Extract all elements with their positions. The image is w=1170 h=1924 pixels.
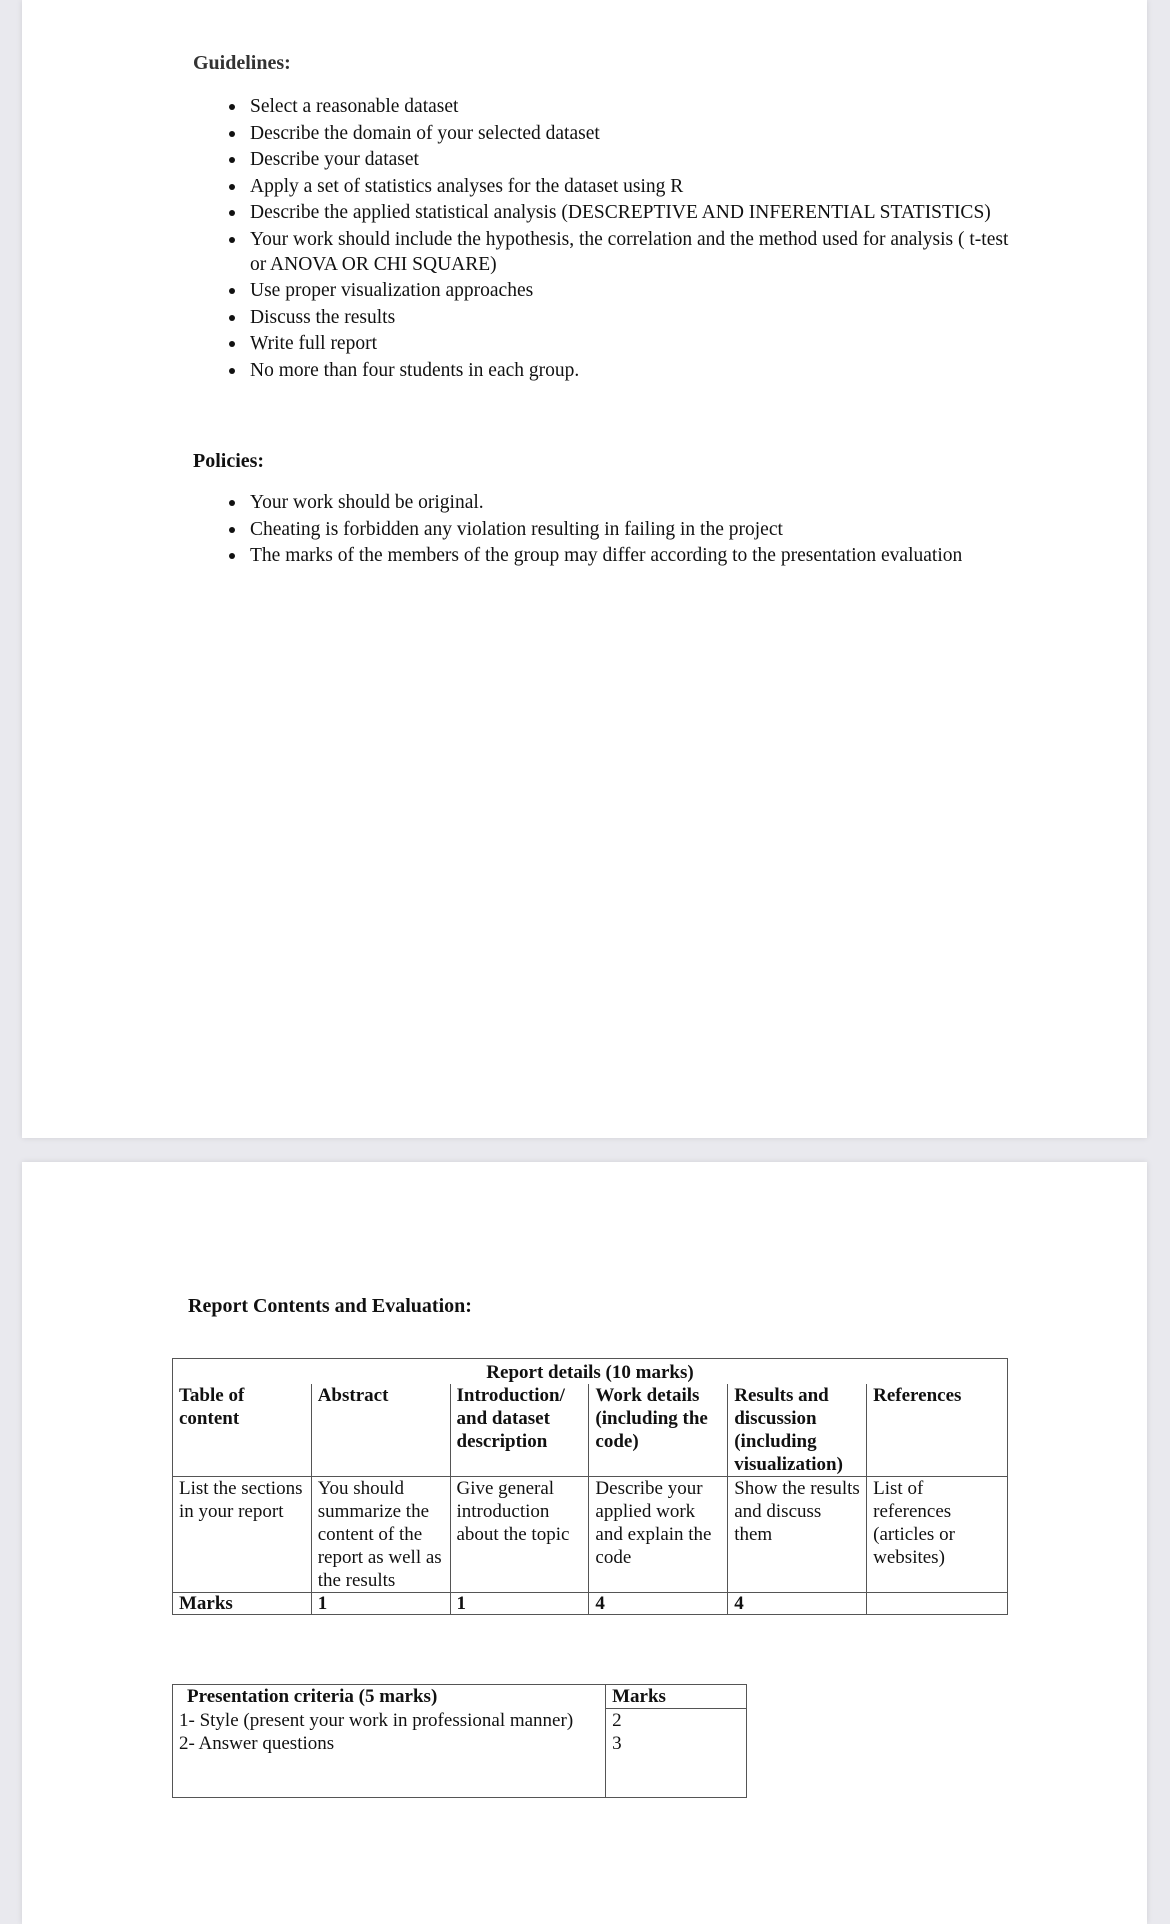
marks-header: Marks xyxy=(606,1685,747,1709)
list-item: The marks of the members of the group may differ according to the presentation evaluation xyxy=(250,543,1010,568)
marks-label: Marks xyxy=(173,1593,312,1615)
bullet-icon xyxy=(229,210,235,216)
report-details-table xyxy=(172,1358,1008,1615)
bullet-icon xyxy=(229,131,235,137)
criteria-style: 1- Style (present your work in professional manner) xyxy=(179,1709,574,1731)
column-header: References xyxy=(867,1384,1008,1477)
list-item: No more than four students in each group. xyxy=(250,358,1010,383)
column-header: Table of content xyxy=(173,1384,312,1477)
list-item: Use proper visualization approaches xyxy=(250,278,1010,303)
list-item: Discuss the results xyxy=(250,305,1010,330)
table-title-row xyxy=(173,1359,1008,1385)
bullet-icon xyxy=(229,288,235,294)
table-row xyxy=(173,1709,747,1798)
criteria-cell xyxy=(173,1709,606,1798)
marks-cell: 4 xyxy=(728,1593,867,1615)
presentation-criteria-table xyxy=(172,1684,747,1798)
report-heading: Report Contents and Evaluation: xyxy=(188,1295,472,1317)
table-title: Report details (10 marks) xyxy=(173,1359,1008,1385)
list-item: Describe the domain of your selected dataset xyxy=(250,121,1010,146)
list-item: Cheating is forbidden any violation resulting in failing in the project xyxy=(250,517,1010,542)
column-header: Introduction/ and dataset description xyxy=(450,1384,589,1477)
bullet-icon xyxy=(229,527,235,533)
marks-cell: 1 xyxy=(450,1593,589,1615)
policies-list xyxy=(250,490,1010,570)
mark-value: 3 xyxy=(612,1733,622,1754)
bullet-icon xyxy=(229,315,235,321)
guidelines-list xyxy=(250,94,1010,384)
marks-cell xyxy=(606,1709,747,1798)
document-page-2 xyxy=(22,1162,1147,1924)
table-cell: List of references (articles or websites) xyxy=(867,1477,1008,1593)
marks-cell: 1 xyxy=(311,1593,450,1615)
presentation-title: Presentation criteria (5 marks) xyxy=(173,1685,606,1709)
marks-cell xyxy=(867,1593,1008,1615)
table-cell: You should summarize the content of the report as well as the results xyxy=(311,1477,450,1593)
table-header-row xyxy=(173,1685,747,1709)
bullet-icon xyxy=(229,368,235,374)
list-item: Describe the applied statistical analysis (DESCREPTIVE AND INFERENTIAL STATISTICS) xyxy=(250,200,1010,225)
criteria-questions: 2- Answer questions xyxy=(179,1732,335,1754)
mark-value: 2 xyxy=(612,1710,622,1731)
column-header: Work details (including the code) xyxy=(589,1384,728,1477)
bullet-icon xyxy=(229,341,235,347)
table-cell: Give general introduction about the topic xyxy=(450,1477,589,1593)
document-page-1 xyxy=(22,0,1147,1138)
table-cell: Describe your applied work and explain the code xyxy=(589,1477,728,1593)
bullet-icon xyxy=(229,104,235,110)
column-header: Results and discussion (including visualization) xyxy=(728,1384,867,1477)
marks-cell: 4 xyxy=(589,1593,728,1615)
policies-heading: Policies: xyxy=(193,450,265,472)
list-item: Write full report xyxy=(250,331,1010,356)
list-item: Describe your dataset xyxy=(250,147,1010,172)
guidelines-heading: Guidelines: xyxy=(193,52,291,74)
list-item: Select a reasonable dataset xyxy=(250,94,1010,119)
bullet-icon xyxy=(229,237,235,243)
bullet-icon xyxy=(229,157,235,163)
bullet-icon xyxy=(229,553,235,559)
list-item: Your work should include the hypothesis, the correlation and the method used for analysis ( t-test or ANOVA OR CHI SQUARE) xyxy=(250,227,1010,277)
table-cell: Show the results and discuss them xyxy=(728,1477,867,1593)
marks-row xyxy=(173,1593,1008,1615)
column-header: Abstract xyxy=(311,1384,450,1477)
bullet-icon xyxy=(229,184,235,190)
list-item: Your work should be original. xyxy=(250,490,1010,515)
table-row xyxy=(173,1477,1008,1593)
bullet-icon xyxy=(229,500,235,506)
list-item: Apply a set of statistics analyses for the dataset using R xyxy=(250,174,1010,199)
table-cell: List the sections in your report xyxy=(173,1477,312,1593)
table-header-row xyxy=(173,1384,1008,1477)
